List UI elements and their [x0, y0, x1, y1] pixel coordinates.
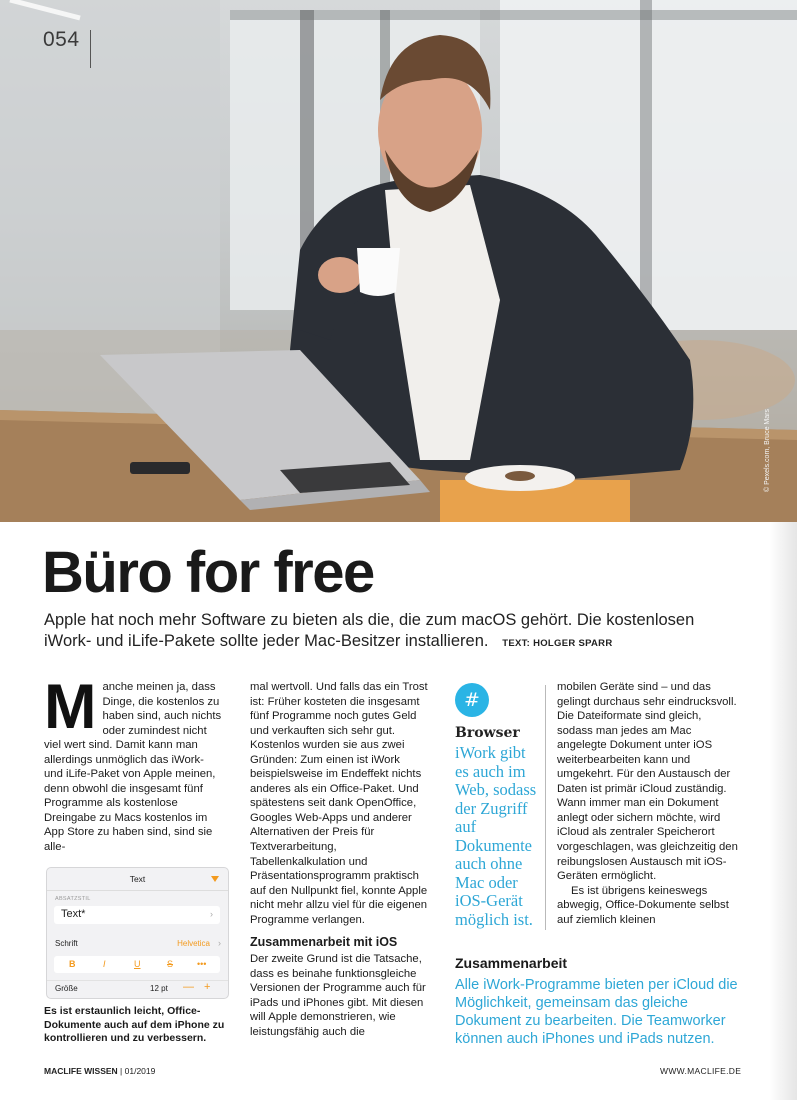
drop-cap: M: [44, 672, 97, 742]
font-value: Helvetica: [177, 939, 210, 948]
page-number-divider: [90, 30, 91, 68]
strikethrough-button[interactable]: S: [167, 959, 174, 969]
lead-text: Apple hat noch mehr Software zu bieten als die, die zum macOS gehört. Die kostenlosen iWork- und iLife-Pakete sollte jeder Mac-Besitzer installieren.: [44, 611, 695, 650]
column-4-text: mobilen Geräte sind – und das gelingt durchaus sehr eindrucksvoll. Die Dateiformate sind gleich, sodass man jedes am Mac angelegte Dokument unter iOS weiterbearbeiten kann und umgekehrt. Für den Austausch der Daten ist primär iCloud zuständig. Wann immer man ein Dokument anlegt oder sichern möchte, wird iCloud als zentraler Speicherort vorgeschlagen, was gleichzeitig den reibungslosen Austausch mit iOS-Geräten ermöglicht.: [557, 681, 738, 883]
column-1: [44, 672, 224, 855]
panel-header: [47, 868, 228, 891]
column-2-text: mal wertvoll. Und falls das ein Trost ist: Früher kosteten die insgesamt fünf Programme noch gutes Geld und verkauften sich sehr gut. Kostenlos wurden sie aus zwei Gründen: Zum einen ist iWork beispielsweise im Endeffekt nichts anderes als ein Office-Paket. Und spätestens seit dank OpenOffice, Googles Web-Apps und anderer Alternativen der Preis für Textverarbeitung, Tabellenkalkulation und Präsentationsprogramm praktisch auf den Nullpunkt fiel, konnte Apple nicht mehr allzu viel für die eigenen Programme verlangen.: [250, 681, 428, 926]
column-4: [557, 680, 740, 927]
page-gutter-shadow: [769, 522, 797, 1100]
footer-separator: |: [120, 1066, 125, 1076]
chevron-right-icon: ›: [218, 938, 221, 948]
ios-text-panel: [46, 867, 229, 999]
browser-sidebar: [455, 683, 539, 929]
footer-magazine: [44, 1066, 155, 1076]
office-scene-illustration: [0, 0, 797, 522]
italic-button[interactable]: I: [103, 959, 106, 969]
column-2: [250, 680, 435, 1040]
paragraph-style-value: Text*: [61, 908, 86, 920]
size-row: [47, 980, 228, 997]
collaboration-text: Alle iWork-Programme bieten per iCloud die Möglichkeit, gemeinsam das gleiche Dokument zu bearbeiten. Die Teamworker können auch iPhones und iPads nutzen.: [455, 977, 738, 1047]
column-4-text-2: Es ist übrigens keineswegs abwegig, Office-Dokumente selbst auf ziemlich kleinen: [557, 884, 729, 926]
sidebar-divider: [545, 685, 546, 930]
panel-title: Text: [129, 874, 146, 884]
column-2-heading: Zusammenarbeit mit iOS: [250, 935, 398, 950]
increase-size-button[interactable]: +: [204, 981, 211, 993]
font-row[interactable]: [47, 936, 228, 952]
sidebar-text: iWork gibt es auch im Web, sodass der Zugriff auf Dokumente auch ohne Mac oder iOS-Gerät möglich ist.: [455, 743, 537, 929]
collaboration-title: Zusammenarbeit: [455, 955, 568, 971]
decrease-size-button[interactable]: —: [183, 981, 194, 993]
hash-icon: #: [455, 683, 489, 717]
bold-button[interactable]: B: [69, 959, 76, 969]
issue-number: 01/2019: [124, 1066, 156, 1076]
photo-credit: © Pexels.com, Bruce Mars: [764, 409, 771, 492]
column-1-text: anche meinen ja, dass Dinge, die kostenlos zu haben sind, auch nichts oder zumindest nicht viel wert sind. Damit kann man allerdings unmöglich das iWork- und iLife-Paket von Apple meinen, denn obwohl die insgesamt fünf Programme als kostenlose Dreingabe zu Macs kostenlos im App Store zu haben sind, sind sie alle-: [44, 681, 222, 854]
footer-url[interactable]: WWW.MACLIFE.DE: [660, 1066, 742, 1076]
underline-button[interactable]: U: [134, 959, 141, 969]
format-buttons-row: [54, 956, 220, 973]
font-label: Schrift: [55, 939, 78, 948]
sidebar-title: Browser: [455, 725, 520, 741]
author-credit: TEXT: HOLGER SPARR: [502, 638, 613, 649]
size-label: Größe: [55, 984, 78, 993]
paragraph-style-label: ABSATZSTIL: [55, 896, 91, 902]
article-lead: [44, 610, 744, 654]
panel-caption: Es ist erstaunlich leicht, Office-Dokumente auch auf dem iPhone zu kontrollieren und zu verbessern.: [44, 1005, 225, 1045]
chevron-right-icon: ›: [210, 909, 213, 919]
more-options-button[interactable]: •••: [197, 959, 207, 969]
magazine-name: MACLIFE WISSEN: [44, 1066, 118, 1076]
collaboration-box: [455, 955, 750, 1048]
page-number: 054: [43, 28, 80, 51]
size-value: 12 pt: [150, 984, 168, 993]
paragraph-style-row[interactable]: [54, 906, 220, 924]
column-2-text-2: Der zweite Grund ist die Tatsache, dass es beinahe funktionsgleiche Versionen der Programme auch für iPads und iPhones gibt. Mit diesen will Apple demonstrieren, wie leistungsfähig auch die: [250, 953, 426, 1039]
hero-photo: [0, 0, 797, 522]
dropdown-triangle-icon[interactable]: [211, 876, 219, 882]
article-title: Büro for free: [42, 540, 374, 605]
